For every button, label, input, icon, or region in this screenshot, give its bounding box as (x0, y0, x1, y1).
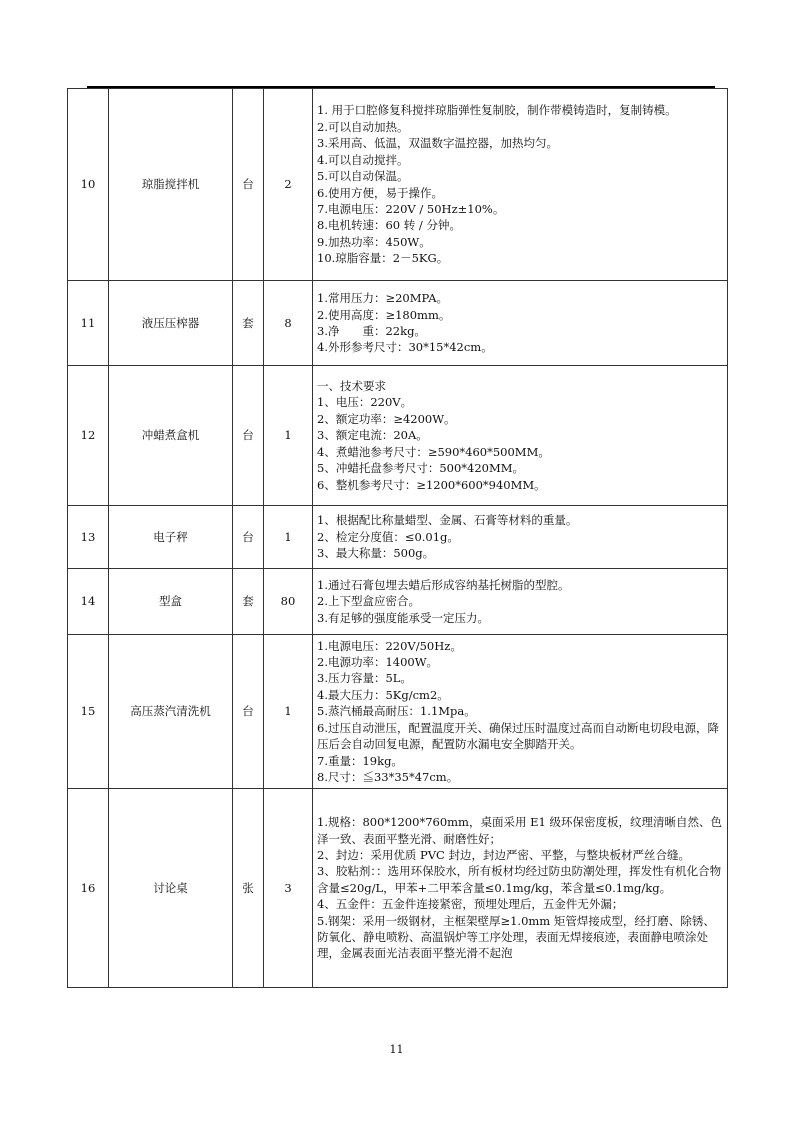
item-quantity: 80 (264, 569, 313, 635)
spec-line: 4.外形参考尺寸：30*15*42cm。 (317, 340, 493, 355)
spec-line: 2.可以自动加热。 (317, 119, 409, 134)
item-number: 16 (68, 789, 109, 988)
spec-line: 5.可以自动保温。 (317, 169, 409, 184)
spec-line: 2、检定分度值：≤0.01g。 (317, 529, 459, 544)
spec-line: 4.最大压力：5Kg/cm2。 (317, 687, 449, 702)
spec-line: 2、封边：采用优质 PVC 封边，封边严密、平整，与整块板材严丝合缝。 (317, 847, 690, 862)
item-quantity: 1 (264, 635, 313, 789)
spec-line: 3、胶粘剂：：选用环保胶水，所有板材均经过防虫防潮处理，挥发性有机化合物含量≤20g/L，甲苯+二甲苯含量≤0.1mg/kg，苯含量≤0.1mg/kg。 (317, 864, 722, 895)
spec-line: 4.可以自动搅拌。 (317, 152, 409, 167)
item-unit: 张 (233, 789, 264, 988)
spec-line: 5、冲蜡托盘参考尺寸：500*420MM。 (317, 461, 525, 476)
table-row (68, 89, 728, 281)
item-quantity: 8 (264, 281, 313, 366)
spec-line: 2.使用高度：≥180mm。 (317, 307, 451, 322)
spec-line: 7.电源电压：220V / 50Hz±10%。 (317, 201, 505, 216)
item-name: 液压压榨器 (109, 281, 233, 366)
spec-line: 3.有足够的强度能承受一定压力。 (317, 610, 489, 625)
item-number: 10 (68, 89, 109, 281)
spec-line: 1.电源电压：220V/50Hz。 (317, 638, 462, 653)
spec-line: 3、额定电流：20A。 (317, 428, 428, 443)
item-name: 冲蜡煮盒机 (109, 366, 233, 506)
item-specification (313, 506, 728, 569)
item-number: 14 (68, 569, 109, 635)
spec-line: 8.电机转速：60 转 / 分钟。 (317, 218, 461, 233)
item-specification (313, 89, 728, 281)
spec-line: 1、根据配比称量蜡型、金属、石膏等材料的重量。 (317, 513, 578, 528)
spec-line: 2、额定功率：≥4200W。 (317, 411, 456, 426)
spec-line: 6.使用方便，易于操作。 (317, 185, 443, 200)
item-quantity: 1 (264, 506, 313, 569)
item-number: 11 (68, 281, 109, 366)
spec-line: 1.常用压力：≥20MPA。 (317, 291, 449, 306)
table-row (68, 569, 728, 635)
spec-line: 1.通过石膏包埋去蜡后形成容纳基托树脂的型腔。 (317, 577, 570, 592)
table-row (68, 366, 728, 506)
spec-line: 7.重量：19kg。 (317, 753, 403, 768)
spec-line: 1、电压：220V。 (317, 395, 413, 410)
item-name: 型盒 (109, 569, 233, 635)
item-specification (313, 635, 728, 789)
item-number: 15 (68, 635, 109, 789)
item-name: 高压蒸汽清洗机 (109, 635, 233, 789)
spec-line: 6、整机参考尺寸：≥1200*600*940MM。 (317, 477, 546, 492)
spec-line: 3、最大称量：500g。 (317, 546, 435, 561)
item-name: 电子秤 (109, 506, 233, 569)
spec-line: 10.琼脂容量：2－5KG。 (317, 251, 449, 266)
item-specification (313, 366, 728, 506)
spec-line: 4、五金件：五金件连接紧密，预埋处理后，五金件无外漏； (317, 897, 624, 912)
item-name: 琼脂搅拌机 (109, 89, 233, 281)
table-row (68, 635, 728, 789)
item-unit: 台 (233, 506, 264, 569)
table-row (68, 506, 728, 569)
spec-line: 3.压力容量：5L。 (317, 671, 412, 686)
spec-line: 3.采用高、低温，双温数字温控器，加热均匀。 (317, 136, 558, 151)
item-number: 12 (68, 366, 109, 506)
item-quantity: 1 (264, 366, 313, 506)
page-number: 11 (389, 1043, 404, 1056)
item-number: 13 (68, 506, 109, 569)
spec-line: 1.规格：800*1200*760mm，桌面采用 E1 级环保密度板，纹理清晰自然、色泽一致、表面平整光滑、耐磨性好； (317, 815, 722, 846)
table-row (68, 789, 728, 988)
spec-line: 3.净 重：22kg。 (317, 324, 426, 338)
item-name: 讨论桌 (109, 789, 233, 988)
spec-line: 4、煮蜡池参考尺寸：≥590*460*500MM。 (317, 444, 550, 459)
item-quantity: 2 (264, 89, 313, 281)
item-specification (313, 281, 728, 366)
spec-line: 1. 用于口腔修复科搅拌琼脂弹性复制胶，制作带模铸造时，复制铸模。 (317, 103, 677, 118)
spec-line: 5.钢架：采用一级钢材，主框架壁厚≥1.0mm 矩管焊接成型，经打磨、除锈、防氧化、静电喷粉、高温锅炉等工序处理，表面无焊接痕迹，表面静电喷涂处理，金属表面光洁表面平整光滑不起泡 (317, 913, 715, 961)
item-specification (313, 789, 728, 988)
item-unit: 台 (233, 89, 264, 281)
spec-line: 8.尺寸：≦33*35*47cm。 (317, 769, 459, 784)
spec-line: 5.蒸汽桶最高耐压：1.1Mpa。 (317, 704, 476, 719)
spec-line: 2.电源功率：1400W。 (317, 655, 439, 670)
spec-line: 一、技术要求 (317, 379, 386, 394)
spec-line: 6.过压自动泄压，配置温度开关、确保过压时温度过高而自动断电切段电源，降压后会自动回复电源，配置防水漏电安全脚踏开关。 (317, 720, 719, 752)
item-quantity: 3 (264, 789, 313, 988)
spec-line: 9.加热功率：450W。 (317, 234, 431, 249)
item-unit: 台 (233, 635, 264, 789)
item-unit: 台 (233, 366, 264, 506)
equipment-table (67, 88, 728, 988)
table-row (68, 281, 728, 366)
item-specification (313, 569, 728, 635)
spec-line: 2.上下型盒应密合。 (317, 594, 420, 609)
item-unit: 套 (233, 569, 264, 635)
item-unit: 套 (233, 281, 264, 366)
